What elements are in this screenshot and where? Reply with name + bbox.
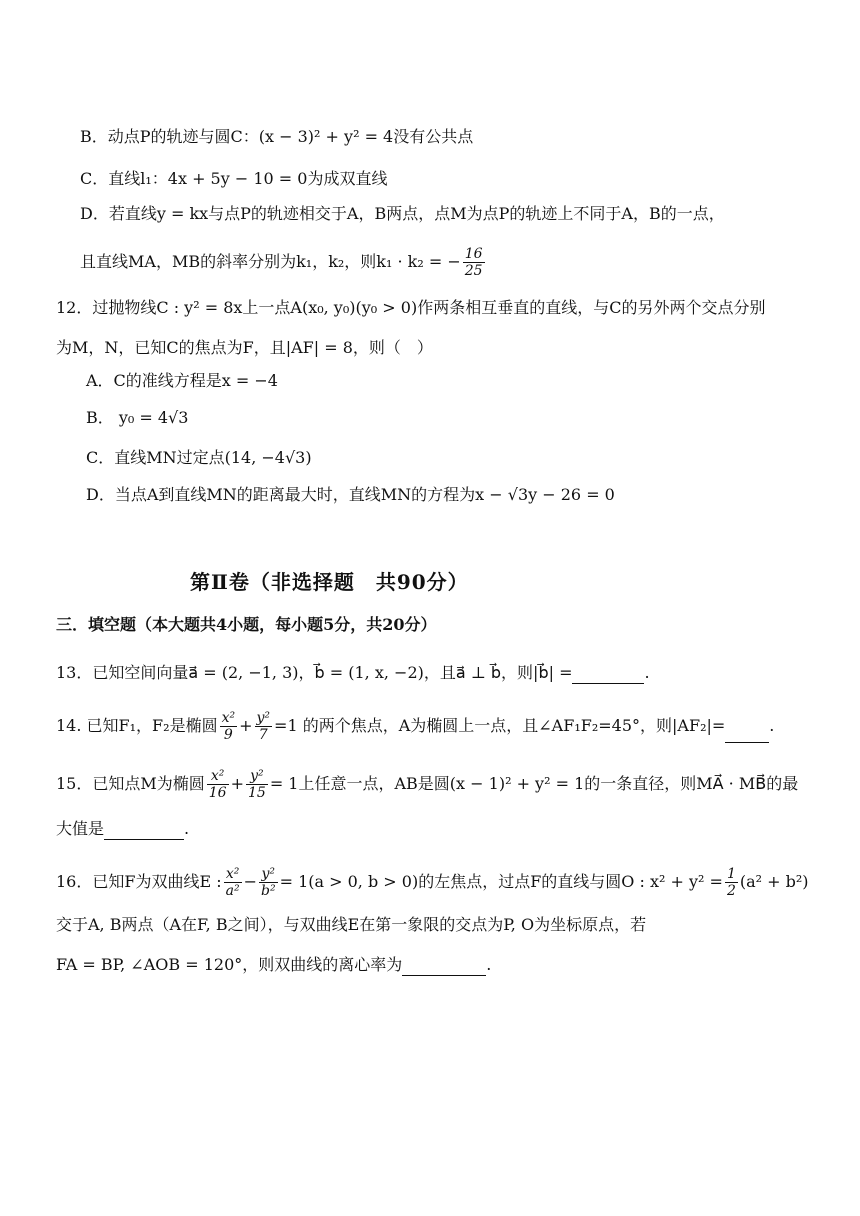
q16-line3-text: FA = BP, ∠AOB = 120°，则双曲线的离心率为 <box>56 955 403 974</box>
q16-answer-blank[interactable] <box>402 959 486 976</box>
q14-end: . <box>769 716 775 735</box>
q16-end: . <box>486 955 492 974</box>
q16-fraction-1-den: a² <box>225 883 240 899</box>
q16-fraction-2-den: b² <box>261 883 276 899</box>
q16-fraction-3 <box>725 866 738 899</box>
q15-answer-blank[interactable] <box>104 823 184 840</box>
q16-mid: = 1(a > 0, b > 0)的左焦点，过点F的直线与圆O : x² + y² = <box>279 872 723 891</box>
q16-fraction-1-num: x² <box>224 866 242 883</box>
q13-answer-blank[interactable] <box>572 667 644 684</box>
q16-fraction-3-den: 2 <box>726 883 736 899</box>
q14-fraction-1 <box>220 710 238 743</box>
q15-end: . <box>184 819 190 838</box>
q15-fraction-1-num: x² <box>207 768 229 785</box>
q14-post: =1 的两个焦点，A为椭圆上一点，且∠AF₁F₂=45°，则|AF₂|= <box>274 716 726 735</box>
q11-option-d-line1: D．若直线y = kx与点P的轨迹相交于A，B两点，点M为点P的轨迹上不同于A，B的一点， <box>80 204 725 223</box>
q11-option-c: C．直线l₁：4x + 5y − 10 = 0为成双直线 <box>80 169 388 188</box>
q15-plus: + <box>230 774 244 793</box>
q12-stem-line1: 12．过抛物线C : y² = 8x上一点A(x₀, y₀)(y₀ > 0)作两条相互垂直的直线，与C的另外两个交点分别 <box>56 298 766 317</box>
q15-fraction-2 <box>246 768 268 801</box>
q15-fraction-2-num: y² <box>246 768 268 785</box>
q13-text: 13．已知空间向量a⃗ = (2, −1, 3)，b⃗ = (1, x, −2)，且a⃗ ⊥ b⃗，则|b⃗| = <box>56 663 573 682</box>
q14-fraction-1-num: x² <box>221 710 236 726</box>
q16-fraction-2 <box>259 866 278 899</box>
q12-option-d: D．当点A到直线MN的距离最大时，直线MN的方程为x − √3y − 26 = 0 <box>86 485 615 504</box>
section3-title: 三．填空题（本大题共4小题，每小题5分，共20分） <box>56 615 437 634</box>
q11-fraction-den: 25 <box>464 263 483 279</box>
q13-end: . <box>644 663 650 682</box>
q11-option-b: B．动点P的轨迹与圆C：(x − 3)² + y² = 4没有公共点 <box>80 127 474 146</box>
q16-fraction-2-num: y² <box>259 866 278 883</box>
q15-fraction-2-den: 15 <box>247 785 266 801</box>
q15-fraction-1-den: 16 <box>208 785 227 801</box>
q15-line1 <box>56 768 798 801</box>
q16-pre: 16．已知F为双曲线E : <box>56 872 222 891</box>
q15-pre: 15．已知点M为椭圆 <box>56 774 205 793</box>
q12-option-b: B． y₀ = 4√3 <box>86 408 189 427</box>
q16-post: (a² + b²) <box>739 872 809 891</box>
q15-line2-text: 大值是 <box>56 819 105 838</box>
q15-fraction-1 <box>207 768 229 801</box>
q15-post: = 1上任意一点，AB是圆(x − 1)² + y² = 1的一条直径，则MA⃗ · MB⃗的最 <box>269 774 799 793</box>
q16-minus: − <box>243 872 257 891</box>
q11-option-d-line2 <box>80 246 487 279</box>
q15-line2 <box>56 818 189 840</box>
q16-line3 <box>56 954 491 976</box>
q14-fraction-1-den: 9 <box>223 727 233 743</box>
q11-fraction <box>463 246 485 279</box>
q16-line2: 交于A, B两点（A在F, B之间），与双曲线E在第一象限的交点为P, O为坐标原点，若 <box>56 915 647 934</box>
q13-line <box>56 662 650 684</box>
q14-line <box>56 710 774 743</box>
q12-stem-line2: 为M，N，已知C的焦点为F，且|AF| = 8，则（ ） <box>56 338 433 357</box>
q16-fraction-1 <box>224 866 242 899</box>
q14-fraction-2 <box>255 710 273 743</box>
q14-fraction-2-den: 7 <box>258 727 268 743</box>
q11-fraction-num: 16 <box>464 246 483 262</box>
q12-option-c: C．直线MN过定点(14, −4√3) <box>86 448 312 467</box>
q14-answer-blank[interactable] <box>725 726 769 743</box>
q14-fraction-2-num: y² <box>256 710 271 726</box>
q14-pre: 14. 已知F₁，F₂是椭圆 <box>56 716 218 735</box>
part2-title: 第Ⅱ卷（非选择题 共90分） <box>190 570 469 594</box>
q16-fraction-3-num: 1 <box>726 866 736 882</box>
q11-option-d-text: 且直线MA，MB的斜率分别为k₁，k₂，则k₁ · k₂ = − <box>80 252 461 271</box>
q16-line1 <box>56 866 809 899</box>
q12-option-a: A．C的准线方程是x = −4 <box>86 371 278 390</box>
q14-plus: + <box>239 716 253 735</box>
